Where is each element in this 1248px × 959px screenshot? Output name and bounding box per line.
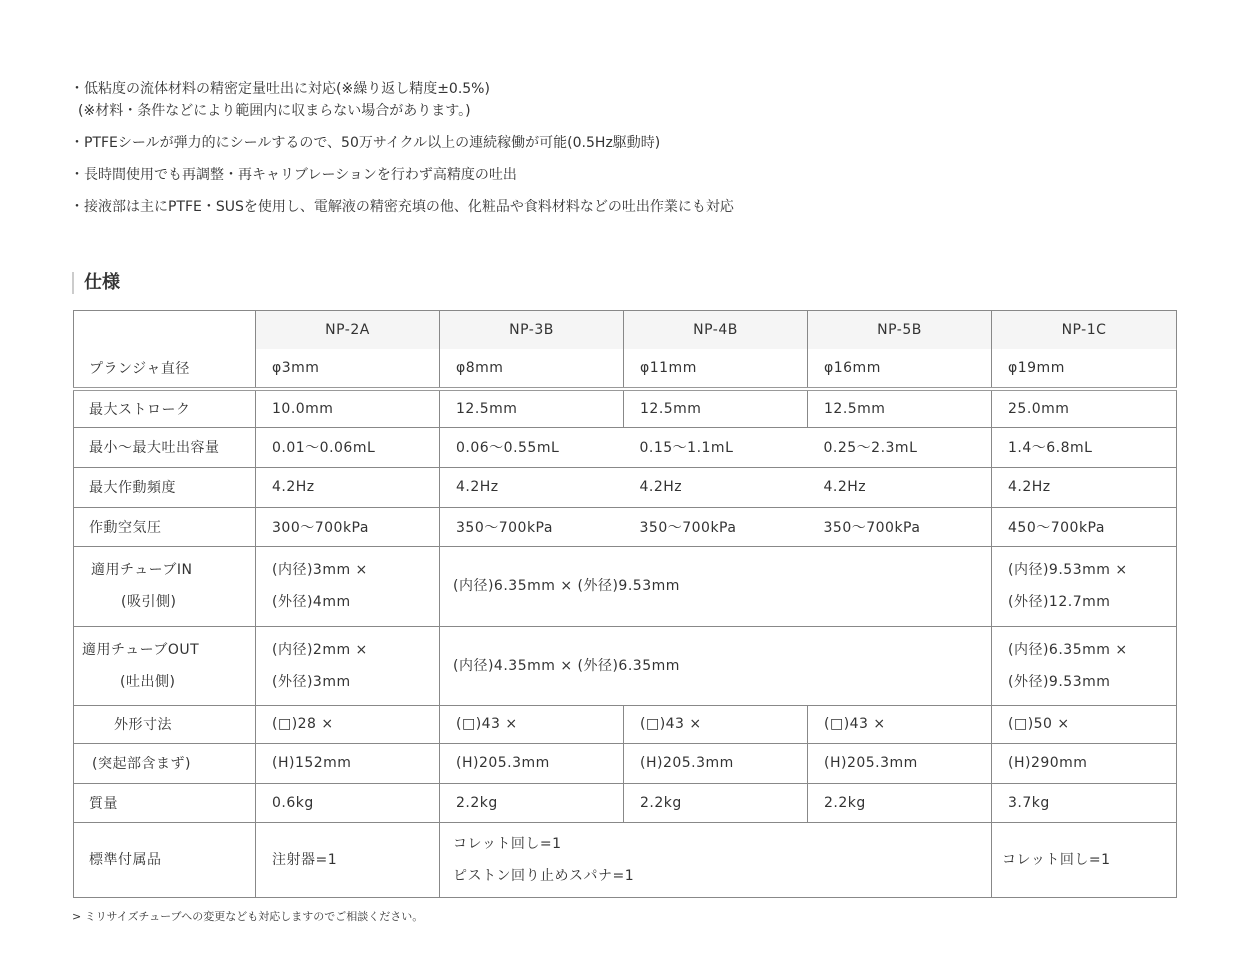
row-label: 作動空気圧 [74,507,256,546]
row-label [74,546,256,626]
table-cell: 1.4～6.8mL [992,427,1177,467]
table-cell: (□)43 × [440,705,624,743]
table-row [74,705,1177,743]
cell-line: (内径)9.53mm × [1008,562,1128,578]
row-label: プランジャ直径 [74,349,256,389]
header-row [74,311,1177,350]
feature-item: ・接液部は主にPTFE・SUSを使用し、電解液の精密充填の他、化粧品や食料材料などの吐出作業にも対応 [70,199,734,215]
table-cell: φ19mm [992,349,1177,389]
table-cell: 2.2kg [440,783,624,822]
table-cell: (H)205.3mm [440,743,624,783]
model-header: NP-1C [992,311,1177,350]
table-cell: (H)205.3mm [808,743,992,783]
table-row [74,743,1177,783]
table-cell: (□)43 × [624,705,808,743]
cell-line: (外径)12.7mm [1008,594,1111,610]
table-cell: 0.01～0.06mL [256,427,440,467]
row-label [74,626,256,705]
row-label: 外形寸法 [74,705,256,743]
table-cell-merged: (内径)6.35mm × (外径)9.53mm [440,546,992,626]
table-cell: 4.2Hz [256,467,440,507]
table-cell: φ8mm [440,349,624,389]
row-label: 最大ストローク [74,389,256,427]
table-cell: 25.0mm [992,389,1177,427]
cell-line: (外径)4mm [272,594,351,610]
row-label: 最小～最大吐出容量 [74,427,256,467]
feature-text: ・低粘度の流体材料の精密定量吐出に対応(※繰り返し精度±0.5%) [70,81,490,97]
cell-line: (外径)3mm [272,673,351,690]
table-row [74,507,1177,546]
row-label: 最大作動頻度 [74,467,256,507]
table-cell: φ3mm [256,349,440,389]
table-cell: 350～700kPa [624,507,808,546]
row-label: 標準付属品 [74,822,256,897]
table-cell: 300～700kPa [256,507,440,546]
feature-item: ・PTFEシールが弾力的にシールするので、50万サイクル以上の連続稼働が可能(0.5Hz駆動時) [70,135,661,151]
table-cell: 12.5mm [624,389,808,427]
table-cell [256,546,440,626]
cell-line: ピストン回り止めスパナ=1 [453,867,635,884]
row-label: 質量 [74,783,256,822]
row-label-line: 適用チューブOUT [82,641,200,658]
table-cell: 12.5mm [440,389,624,427]
feature-note: (※材料・条件などにより範囲内に収まらない場合があります。) [78,103,471,119]
table-cell: (H)290mm [992,743,1177,783]
table-cell: φ16mm [808,349,992,389]
model-header: NP-3B [440,311,624,350]
table-cell: (H)205.3mm [624,743,808,783]
row-label-line: 適用チューブIN [91,562,193,578]
footnote: > ミリサイズチューブへの変更なども対応しますのでご相談ください。 [72,910,424,923]
table-cell [256,626,440,705]
table-row [74,546,1177,626]
table-cell: 4.2Hz [992,467,1177,507]
table-cell: 450～700kPa [992,507,1177,546]
row-label: (突起部含まず) [74,743,256,783]
spec-table [73,310,1177,898]
table-cell: 0.06～0.55mL [440,427,624,467]
table-cell: 4.2Hz [440,467,624,507]
model-header: NP-4B [624,311,808,350]
row-label-line: (吸引側) [121,594,177,610]
table-cell: (□)50 × [992,705,1177,743]
cell-line: コレット回し=1 [453,835,562,852]
table-row [74,349,1177,389]
table-row [74,822,1177,897]
table-cell: 350～700kPa [808,507,992,546]
table-cell [992,626,1177,705]
table-row [74,389,1177,427]
cell-line: (内径)3mm × [272,562,368,578]
cell-line: (外径)9.53mm [1008,673,1111,690]
table-cell-merged [440,822,992,897]
table-cell: 2.2kg [808,783,992,822]
header-corner [74,311,256,350]
table-cell: 10.0mm [256,389,440,427]
model-header: NP-5B [808,311,992,350]
feature-item: ・長時間使用でも再調整・再キャリブレーションを行わず高精度の吐出 [70,167,517,183]
table-cell: 0.25～2.3mL [808,427,992,467]
table-cell: (□)28 × [256,705,440,743]
cell-line: (内径)2mm × [272,641,368,658]
table-cell: 12.5mm [808,389,992,427]
feature-item [70,78,1170,122]
table-cell: 0.6kg [256,783,440,822]
table-row [74,427,1177,467]
feature-list [70,78,1170,228]
table-cell: (H)152mm [256,743,440,783]
table-cell: 3.7kg [992,783,1177,822]
section-title: 仕様 [72,272,120,294]
table-cell: 2.2kg [624,783,808,822]
table-cell: 0.15～1.1mL [624,427,808,467]
table-cell-merged: (内径)4.35mm × (外径)6.35mm [440,626,992,705]
table-cell: コレット回し=1 [992,822,1177,897]
row-label-line: (吐出側) [120,673,176,690]
table-cell: 4.2Hz [808,467,992,507]
model-header: NP-2A [256,311,440,350]
table-cell: φ11mm [624,349,808,389]
table-cell: 4.2Hz [624,467,808,507]
table-cell: 注射器=1 [256,822,440,897]
table-row [74,626,1177,705]
table-row [74,467,1177,507]
table-cell: (□)43 × [808,705,992,743]
table-cell: 350～700kPa [440,507,624,546]
table-cell [992,546,1177,626]
cell-line: (内径)6.35mm × [1008,641,1128,658]
table-row [74,783,1177,822]
